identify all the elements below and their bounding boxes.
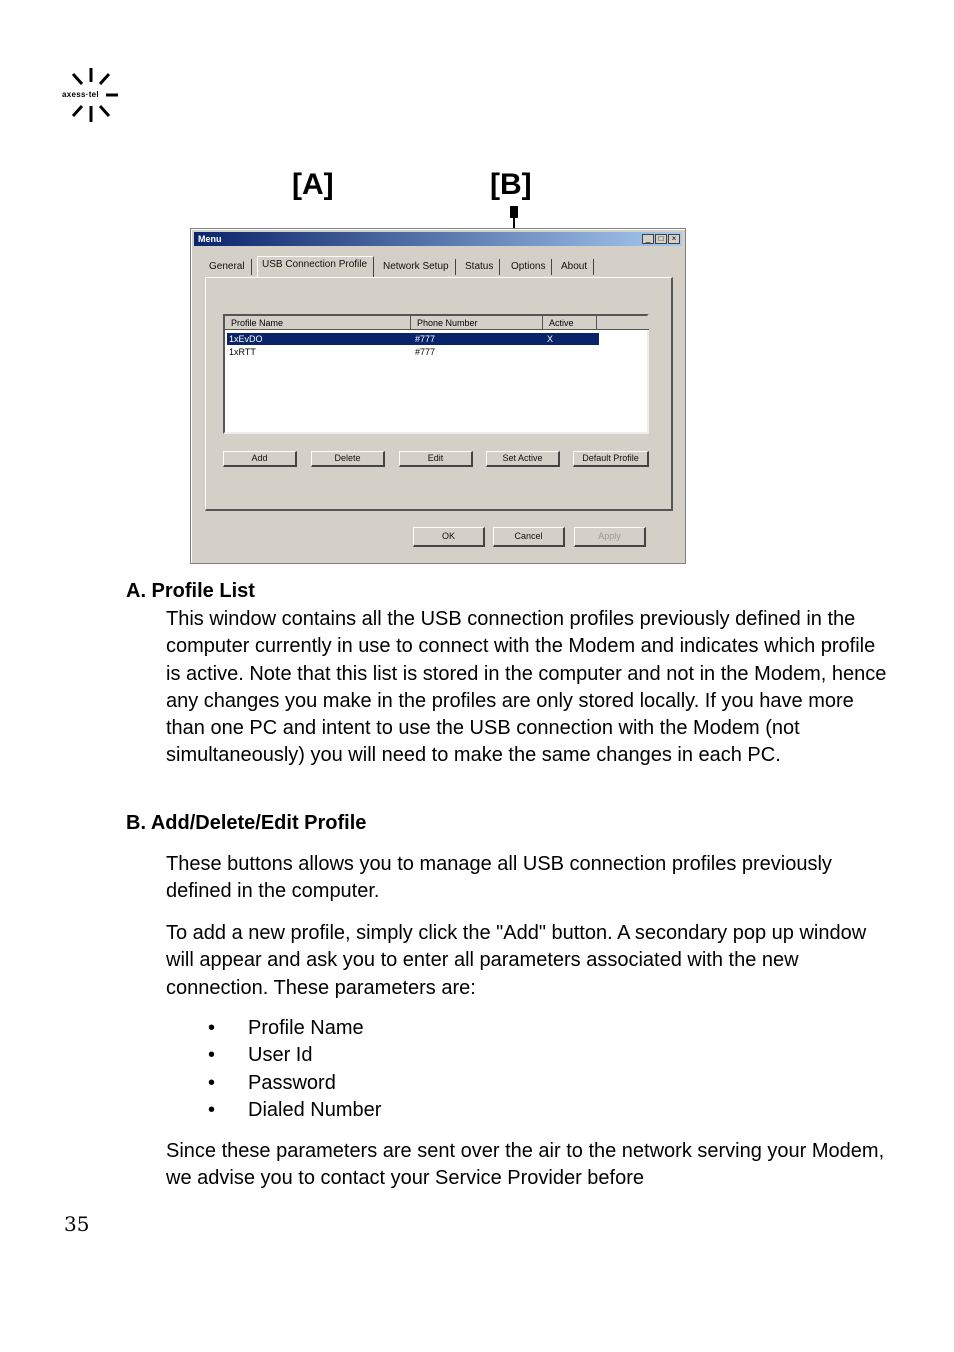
callout-a-label: [A]	[292, 168, 334, 201]
list-item: • Password	[204, 1070, 381, 1097]
column-profile-name[interactable]: Profile Name	[225, 316, 411, 330]
edit-button[interactable]: Edit	[399, 451, 473, 467]
section-a-heading: A. Profile List	[126, 580, 255, 602]
list-item: • Dialed Number	[204, 1097, 381, 1124]
menu-dialog	[190, 228, 686, 564]
dialog-titlebar[interactable]	[194, 232, 682, 246]
list-item: • Profile Name	[204, 1015, 381, 1042]
minimize-icon[interactable]: _	[642, 234, 654, 244]
cancel-button[interactable]: Cancel	[493, 527, 565, 547]
section-b-paragraph-2: To add a new profile, simply click the "Add" button. A secondary pop up window will appear and ask you to enter all parameters associated with the new connection. These parameters are:	[166, 922, 867, 999]
section-b-paragraph-3: Since these parameters are sent over the air to the network serving your Modem, we advise you to contact your Service Provider before	[166, 1140, 885, 1190]
maximize-icon[interactable]: □	[655, 234, 667, 244]
table-row[interactable]	[227, 346, 599, 358]
parameter-list	[204, 1015, 381, 1124]
set-active-button[interactable]: Set Active	[486, 451, 560, 467]
tab-usb-connection-profile[interactable]: USB Connection Profile	[257, 256, 374, 277]
section-b-paragraph-1: These buttons allows you to manage all USB connection profiles previously defined in the computer.	[166, 853, 832, 903]
column-active[interactable]: Active	[543, 316, 597, 330]
list-item: • User Id	[204, 1042, 381, 1069]
tab-options[interactable]: Options	[507, 259, 552, 275]
row-phone-number: #777	[415, 334, 436, 344]
profile-list[interactable]	[223, 314, 649, 434]
dialog-title: Menu	[198, 234, 222, 244]
ok-button[interactable]: OK	[413, 527, 485, 547]
axesstel-logo	[60, 66, 120, 126]
add-button[interactable]: Add	[223, 451, 297, 467]
default-profile-button[interactable]: Default Profile	[573, 451, 649, 467]
table-row[interactable]	[227, 333, 599, 345]
section-a-body: This window contains all the USB connection profiles previously defined in the computer currently in use to connect with the Modem and indicates which profile is active. Note that this list is stored in the computer and not in the Modem, hence any changes you make in the profiles are only stored locally. If you have more than one PC and intent to use the USB connection with the Modem (not simultaneously) you will need to make the same changes in each PC.	[166, 608, 887, 767]
tab-status[interactable]: Status	[461, 259, 500, 275]
callout-b-label: [B]	[490, 168, 532, 201]
tab-about[interactable]: About	[557, 259, 594, 275]
apply-button[interactable]: Apply	[574, 527, 646, 547]
row-profile-name: 1xEvDO	[229, 334, 263, 344]
row-active: X	[547, 334, 554, 344]
column-filler	[597, 316, 649, 330]
tab-network-setup[interactable]: Network Setup	[379, 259, 456, 275]
delete-button[interactable]: Delete	[311, 451, 385, 467]
section-b-heading: B. Add/Delete/Edit Profile	[126, 812, 367, 834]
page-number: 35	[64, 1212, 90, 1236]
close-icon[interactable]: ×	[668, 234, 680, 244]
row-profile-name: 1xRTT	[229, 347, 256, 357]
tab-general[interactable]: General	[205, 259, 252, 275]
logo-text: axess·tel	[62, 90, 99, 99]
column-phone-number[interactable]: Phone Number	[411, 316, 543, 330]
row-phone-number: #777	[415, 347, 436, 357]
